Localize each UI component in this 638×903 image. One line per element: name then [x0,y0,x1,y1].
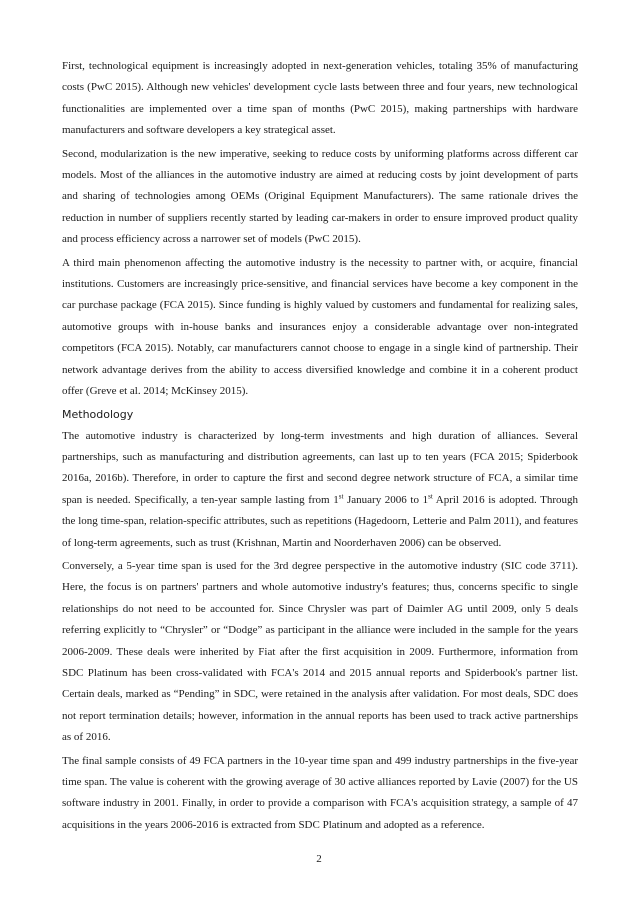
ordinal-suffix-2: st [428,492,433,501]
paragraph-modularization: Second, modularization is the new imperative, seeking to reduce costs by uniforming platforms across different car models. Most of the alliances in the automotive industry are aimed at reducing costs by joint development of parts and sharing of technologies among OEMs (Original Equipment Manufacturers). The same rationale drives the reduction in number of suppliers recently started by leading car-makers in order to ensure improved product quality and process efficiency across a narrower set of models (PwC 2015). [62,147,578,246]
paragraph-financial-institutions: A third main phenomenon affecting the automotive industry is the necessity to partner with, or acquire, financial institutions. Customers are increasingly price-sensitive, and financial services have become a key component in the car purchase package (FCA 2015). Since funding is highly valued by customers and fundamental for realizing sales, automotive groups with in-house banks and insurances enjoy a considerable advantage over non-integrated competitors (FCA 2015). Notably, car manufacturers cannot choose to engage in a single kind of partnership. Their network advantage derives from the ability to access diversified knowledge and combine it in a coherent product offer (Greve et al. 2014; McKinsey 2015). [62,256,578,398]
paragraph-time-span [62,426,578,554]
paragraph-technology: First, technological equipment is increasingly adopted in next-generation vehicles, totaling 35% of manufacturing costs (PwC 2015). Although new vehicles' development cycle lasts between three and four years, new technological functionalities are implemented over a time span of months (PwC 2015), making partnerships with hardware manufacturers and software developers a key strategical asset. [62,60,578,137]
paragraph-time-span-part1: The automotive industry is characterized by long-term investments and high duration of alliances. Several partnerships, such as manufacturing and distribution agreements, can last up to ten years (FCA 2015; Spiderbook 2016a, 2016b). Therefore, in order to capture the first and second degree network structure of FCA, a similar time span is needed. Specifically, a ten-year sample lasting from 1 [62,429,578,506]
paragraph-final-sample: The final sample consists of 49 FCA partners in the 10-year time span and 499 industry partnerships in the five-year time span. The value is coherent with the growing average of 30 active alliances reported by Lavie (2007) for the US software industry in 2001. Finally, in order to provide a comparison with FCA's acquisition strategy, a sample of 47 acquisitions in the years 2006-2016 is extracted from SDC Platinum and adopted as a reference. [62,754,578,831]
document-page [62,56,578,838]
ordinal-suffix-1: st [338,492,344,501]
methodology-heading: Methodology [62,407,134,421]
page-number: 2 [316,853,322,865]
paragraph-time-span-part2: January 2006 to 1 [343,493,429,506]
paragraph-third-degree: Conversely, a 5-year time span is used for the 3rd degree perspective in the automotive industry (SIC code 3711). Here, the focus is on partners' partners and whole automotive industry's features; thus, concerns specific to single relationships do not need to be accounted for. Since Chrysler was part of Daimler AG until 2009, only 5 deals referring explicitly to “Chrysler” or “Dodge” as participant in the alliance were included in the sample for the years 2006-2009. These deals were inherited by Fiat after the first acquisition in 2009. Furthermore, information from SDC Platinum has been cross-validated with FCA's 2014 and 2015 annual reports and Spiderbook's partner list. Certain deals, marked as “Pending” in SDC, were retained in the analysis after validation. For most deals, SDC does not report termination details; however, information in the annual reports has been used to track active partnerships as of 2016. [62,559,578,744]
paragraph-time-span-part3: April 2016 is adopted. Through the long time-span, relation-specific attributes, such as repetitions (Hagedoorn, Letterie and Palm 2011), and features of long-term agreements, such as trust (Krishnan, Martin and Noorderhaven 2006) can be observed. [62,493,578,549]
